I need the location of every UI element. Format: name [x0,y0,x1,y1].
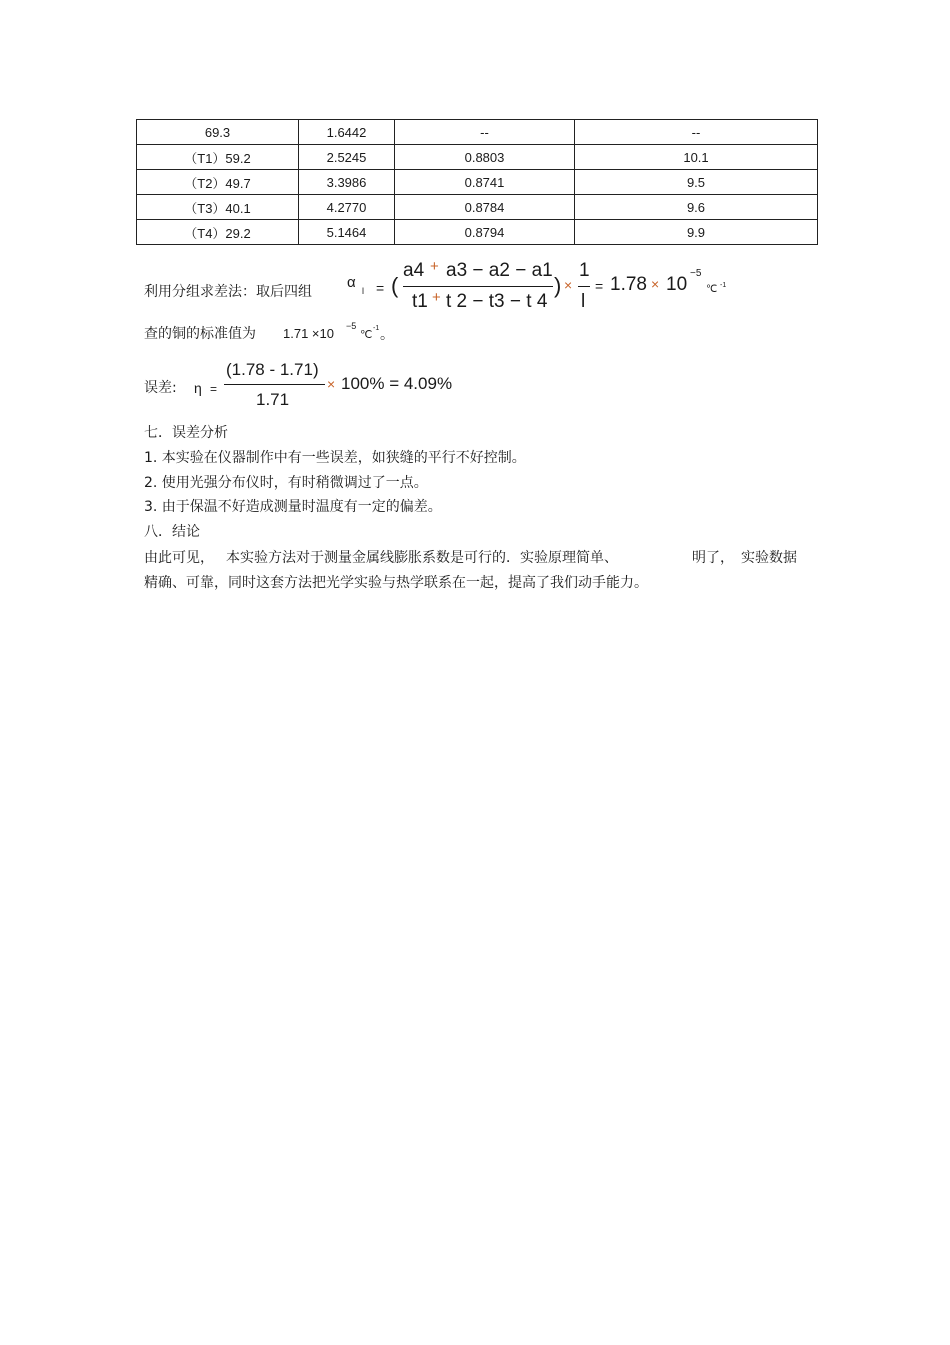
table-cell: 2.5245 [299,145,395,170]
error-label: 误差: [144,380,177,396]
times-sign: × [651,276,660,292]
standard-exponent: −5 [346,321,357,331]
table-cell: 0.8803 [395,145,575,170]
times-sign: × [327,376,336,392]
table-cell: 0.8794 [395,220,575,245]
result-value: 1.78 [610,274,647,295]
alpha-symbol: α [347,274,356,291]
section8-title: 八．结论 [144,524,200,540]
eta-symbol: η [194,380,202,396]
section7-item: 3. 由于保温不好造成测量时温度有一定的偏差。 [144,499,442,515]
right-paren: ) [554,273,562,298]
table-row [137,220,818,245]
fraction2-bar [578,286,590,287]
section7-title: 七．误差分析 [144,425,228,441]
conclusion-text: 实验数据 [741,550,797,566]
fraction2-numerator: 1 [579,260,590,281]
table-cell: 5.1464 [299,220,395,245]
table-cell: -- [575,120,818,145]
fraction-bar [403,286,553,287]
conclusion-text: 由此可见， [144,550,214,566]
fraction-denominator-t1: t1 [412,291,428,312]
table-cell: （T2）49.7 [137,170,299,195]
times-sign: × [564,277,573,293]
error-result: 100% = 4.09% [341,374,453,393]
fraction-numerator-rest: a3 − a2 − a1 [446,260,553,281]
error-numerator: (1.78 - 1.71) [226,360,319,379]
standard-value: 1.71 ×10 [283,326,334,341]
table-row [137,145,818,170]
section7-item: 1. 本实验在仪器制作中有一些误差，如狭缝的平行不好控制。 [144,450,526,466]
plus-sign: + [432,289,441,306]
table-cell: 1.6442 [299,120,395,145]
left-paren: ( [391,273,399,298]
table-cell: 0.8741 [395,170,575,195]
table-cell: 9.6 [575,195,818,220]
table-cell: 69.3 [137,120,299,145]
fraction2-denominator: l [581,291,586,312]
unit-exponent: -1 [720,282,727,289]
conclusion-text: 本实验方法对于测量金属线膨胀系数是可行的．实验原理简单、 [226,550,618,566]
alpha-subscript: l [362,286,364,296]
table-cell: 3.3986 [299,170,395,195]
data-table [136,119,818,245]
equals-sign: = [595,278,604,294]
table-cell: 0.8784 [395,195,575,220]
table-cell: （T1）59.2 [137,145,299,170]
equals-sign: = [210,382,218,396]
standard-end: 。 [380,327,394,343]
section7-item: 2. 使用光强分布仪时，有时稍微调过了一点。 [144,475,428,491]
standard-unit: ℃ [360,329,373,341]
table-cell: （T4）29.2 [137,220,299,245]
unit-celsius: ℃ [706,284,718,295]
error-fraction-bar [224,384,325,385]
power-base: 10 [666,274,688,295]
table-cell: （T3）40.1 [137,195,299,220]
equals-sign: = [376,280,385,296]
table-cell: 9.9 [575,220,818,245]
conclusion-text: 精确、可靠，同时这套方法把光学实验与热学联系在一起，提高了我们动手能力。 [144,575,648,591]
table-cell: 9.5 [575,170,818,195]
conclusion-text: 明了， [692,550,734,566]
power-exponent: −5 [690,268,702,279]
standard-label: 查的铜的标准值为 [144,326,256,342]
table-row [137,195,818,220]
table-row [137,120,818,145]
table-cell: 4.2770 [299,195,395,220]
plus-sign: + [430,258,439,275]
fraction-denominator-rest: t 2 − t3 − t 4 [446,291,548,312]
table-row [137,170,818,195]
table-cell: -- [395,120,575,145]
standard-unit-exponent: -1 [373,325,380,332]
error-denominator: 1.71 [256,390,290,409]
fraction-numerator-a4: a4 [403,260,425,281]
table-cell: 10.1 [575,145,818,170]
formula1-label: 利用分组求差法：取后四组 [144,284,312,300]
